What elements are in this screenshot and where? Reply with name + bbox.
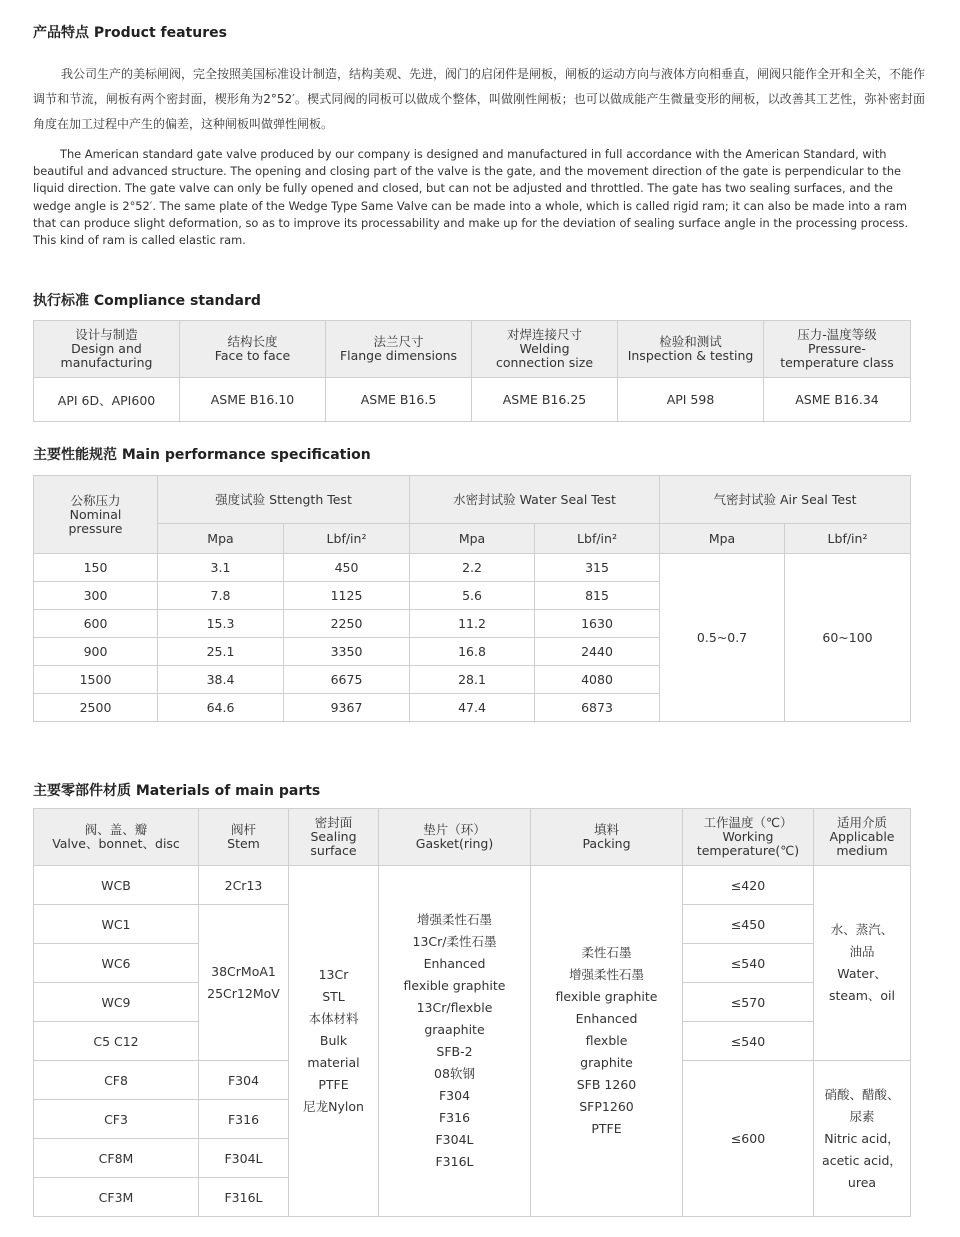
- cell-water-lbf: 6873: [535, 694, 660, 722]
- cell-strength-lbf: 2250: [284, 610, 410, 638]
- cell-body: WC1: [34, 905, 199, 944]
- cell-strength-lbf: 450: [284, 554, 410, 582]
- cell-body: CF8: [34, 1061, 199, 1100]
- cell-strength-lbf: 3350: [284, 638, 410, 666]
- cell-medium-acid: 硝酸、醋酸、 尿素 Nitric acid， acetic acid， urea: [814, 1061, 911, 1217]
- cell-strength-mpa: 3.1: [158, 554, 284, 582]
- cell-body: WC9: [34, 983, 199, 1022]
- materials-header-medium: 适用介质 Applicable medium: [814, 809, 911, 866]
- materials-header-stem: 阀杆 Stem: [199, 809, 289, 866]
- compliance-value-welding: ASME B16.25: [472, 378, 618, 422]
- cell-temperature: ≤420: [683, 866, 814, 905]
- cell-water-mpa: 5.6: [410, 582, 535, 610]
- cell-air-lbf: 60~100: [785, 554, 911, 722]
- cell-stem: 38CrMoA1 25Cr12MoV: [199, 905, 289, 1061]
- performance-header-strength: 强度试验 Sttength Test: [158, 476, 410, 524]
- materials-table: [33, 808, 911, 1217]
- cell-temperature: ≤600: [683, 1061, 814, 1217]
- compliance-value-design: API 6D、API600: [34, 378, 180, 422]
- cell-strength-lbf: 9367: [284, 694, 410, 722]
- cell-body: WCB: [34, 866, 199, 905]
- cell-temperature: ≤450: [683, 905, 814, 944]
- cell-packing: 柔性石墨 增强柔性石墨 flexible graphite Enhanced flexble graphite SFB 1260 SFP1260 PTFE: [531, 866, 683, 1217]
- cell-water-lbf: 315: [535, 554, 660, 582]
- unit-water-lbf: Lbf/in²: [535, 524, 660, 554]
- compliance-header-face: 结构长度 Face to face: [180, 321, 326, 378]
- performance-header-air: 气密封试验 Air Seal Test: [660, 476, 911, 524]
- cell-water-mpa: 47.4: [410, 694, 535, 722]
- cell-water-lbf: 1630: [535, 610, 660, 638]
- cell-water-mpa: 11.2: [410, 610, 535, 638]
- compliance-table: [33, 320, 911, 422]
- materials-header-sealing: 密封面 Sealing surface: [289, 809, 379, 866]
- cell-nominal: 600: [34, 610, 158, 638]
- compliance-header-design: 设计与制造 Design and manufacturing: [34, 321, 180, 378]
- table-row: [34, 866, 911, 905]
- cell-strength-mpa: 38.4: [158, 666, 284, 694]
- compliance-header-flange: 法兰尺寸 Flange dimensions: [326, 321, 472, 378]
- cell-air-mpa: 0.5~0.7: [660, 554, 785, 722]
- materials-header-packing: 填料 Packing: [531, 809, 683, 866]
- cell-strength-mpa: 7.8: [158, 582, 284, 610]
- cell-stem: 2Cr13: [199, 866, 289, 905]
- cell-sealing: 13Cr STL 本体材料 Bulk material PTFE 尼龙Nylon: [289, 866, 379, 1217]
- materials-header-temperature: 工作温度（℃） Working temperature(℃): [683, 809, 814, 866]
- cell-water-lbf: 4080: [535, 666, 660, 694]
- performance-title: 主要性能规范 Main performance specification: [33, 447, 371, 463]
- unit-air-lbf: Lbf/in²: [785, 524, 911, 554]
- cell-temperature: ≤540: [683, 944, 814, 983]
- cell-water-mpa: 28.1: [410, 666, 535, 694]
- cell-nominal: 300: [34, 582, 158, 610]
- cell-water-mpa: 2.2: [410, 554, 535, 582]
- cell-stem: F316: [199, 1100, 289, 1139]
- cell-nominal: 900: [34, 638, 158, 666]
- cell-strength-mpa: 64.6: [158, 694, 284, 722]
- features-title: 产品特点 Product features: [33, 25, 227, 41]
- table-row: [34, 554, 911, 582]
- cell-temperature: ≤570: [683, 983, 814, 1022]
- cell-stem: F304: [199, 1061, 289, 1100]
- compliance-header-inspection: 检验和测试 Inspection & testing: [618, 321, 764, 378]
- materials-header-body: 阀、盖、瓣 Valve、bonnet、disc: [34, 809, 199, 866]
- compliance-header-welding: 对焊连接尺寸 Welding connection size: [472, 321, 618, 378]
- cell-nominal: 1500: [34, 666, 158, 694]
- materials-title: 主要零部件材质 Materials of main parts: [33, 783, 321, 799]
- cell-body: CF8M: [34, 1139, 199, 1178]
- features-paragraph-cn: 我公司生产的美标闸阀，完全按照美国标准设计制造，结构美观、先进，阀门的启闭件是闸板，闸板的运动方向与液体方向相垂直，闸阀只能作全开和全关，不能作调节和节流，闸板有两个密封面，楔形角为2°52′。楔式同阀的同板可以做成个整体，叫做刚性闸板；也可以做成能产生微量变形的闸板，以改善其工艺性，弥补密封面角度在加工过程中产生的偏差，这种闸板叫做弹性闸板。: [33, 67, 926, 131]
- cell-gasket: 增强柔性石墨 13Cr/柔性石墨 Enhanced flexible graphite 13Cr/flexble graaphite SFB-2 08软钢 F304 F316 F304L F316L: [379, 866, 531, 1217]
- compliance-value-inspection: API 598: [618, 378, 764, 422]
- cell-strength-mpa: 15.3: [158, 610, 284, 638]
- cell-medium-water: 水、蒸汽、 油品 Water、 steam、oil: [814, 866, 911, 1061]
- cell-stem: F304L: [199, 1139, 289, 1178]
- cell-strength-lbf: 6675: [284, 666, 410, 694]
- unit-air-mpa: Mpa: [660, 524, 785, 554]
- cell-body: C5 C12: [34, 1022, 199, 1061]
- unit-strength-lbf: Lbf/in²: [284, 524, 410, 554]
- cell-water-mpa: 16.8: [410, 638, 535, 666]
- cell-water-lbf: 815: [535, 582, 660, 610]
- performance-table: [33, 475, 911, 722]
- cell-nominal: 2500: [34, 694, 158, 722]
- cell-temperature: ≤540: [683, 1022, 814, 1061]
- cell-stem: F316L: [199, 1178, 289, 1217]
- materials-header-gasket: 垫片（环） Gasket(ring): [379, 809, 531, 866]
- compliance-value-pressure: ASME B16.34: [764, 378, 911, 422]
- cell-nominal: 150: [34, 554, 158, 582]
- compliance-value-face: ASME B16.10: [180, 378, 326, 422]
- cell-body: CF3M: [34, 1178, 199, 1217]
- cell-body: CF3: [34, 1100, 199, 1139]
- compliance-value-flange: ASME B16.5: [326, 378, 472, 422]
- compliance-header-pressure: 压力-温度等级 Pressure- temperature class: [764, 321, 911, 378]
- performance-header-nominal: 公称压力 Nominal pressure: [34, 476, 158, 554]
- features-paragraph-en: The American standard gate valve produced by our company is designed and manufactured in full accordance with the American Standard, with beautiful and advanced structure. The opening and closing part of the valve is the gate, and the movement direction of the gate is perpendicular to the liquid direction. The gate valve can only be fully opened and closed, but can not be adjusted and throttled. The gate has two sealing surfaces, and the wedge angle is 2°52′. The same plate of the Wedge Type Same Valve can be made into a whole, which is called rigid ram; it can also be made into a ram that can produce slight deformation, so as to improve its processability and make up for the deviation of sealing surface angle in the processing process. This kind of ram is called elastic ram.: [33, 147, 909, 248]
- cell-strength-mpa: 25.1: [158, 638, 284, 666]
- cell-water-lbf: 2440: [535, 638, 660, 666]
- compliance-title: 执行标准 Compliance standard: [33, 293, 261, 309]
- cell-body: WC6: [34, 944, 199, 983]
- unit-water-mpa: Mpa: [410, 524, 535, 554]
- unit-strength-mpa: Mpa: [158, 524, 284, 554]
- cell-strength-lbf: 1125: [284, 582, 410, 610]
- performance-header-water: 水密封试验 Water Seal Test: [410, 476, 660, 524]
